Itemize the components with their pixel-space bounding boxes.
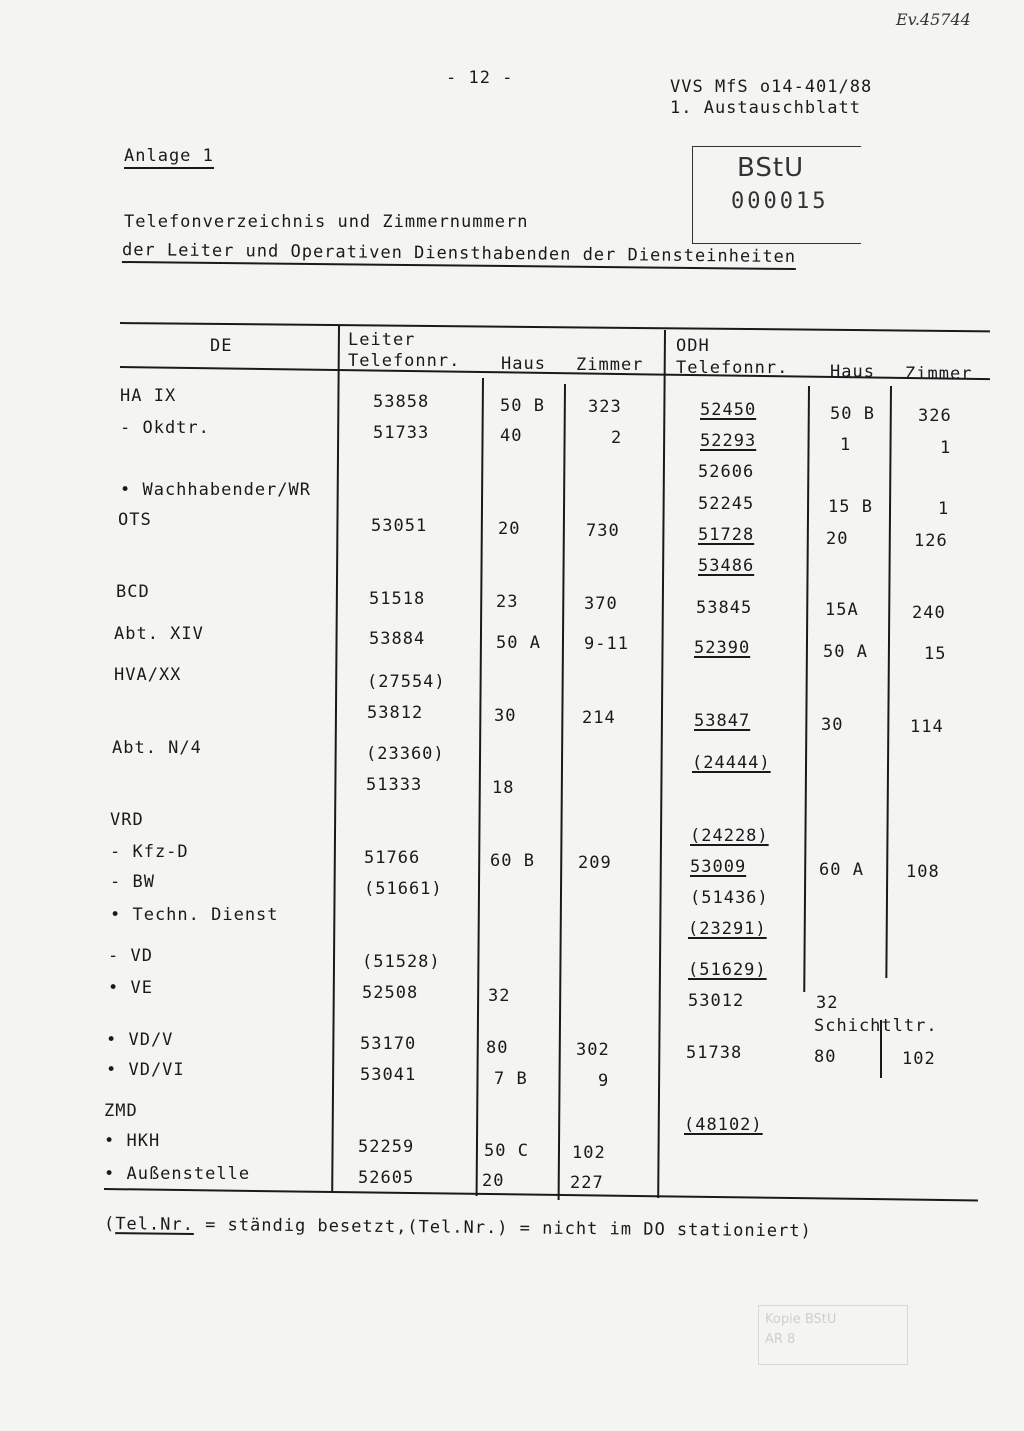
table-cell: 20	[498, 519, 521, 539]
table-cell: 52390	[694, 638, 751, 658]
table-cell: 52293	[700, 431, 757, 451]
table-cell: • Techn. Dienst	[110, 905, 279, 925]
table-cell: 32	[488, 986, 511, 1006]
table-cell: 53051	[371, 516, 428, 536]
table-cell: 227	[570, 1173, 604, 1193]
table-cell: • Außenstelle	[104, 1164, 251, 1184]
table-cell: 60 A	[819, 860, 864, 880]
header-odh-zimmer: Zimmer	[905, 364, 973, 384]
table-cell: 108	[906, 862, 940, 882]
table-cell: 114	[910, 717, 944, 737]
table-cell: VRD	[110, 810, 144, 830]
table-cell: 53884	[369, 629, 426, 649]
column-divider	[657, 330, 666, 1198]
table-cell: 18	[492, 778, 515, 798]
table-cell: ZMD	[104, 1101, 138, 1121]
faint-stamp-line1: Kopie BStU	[765, 1312, 837, 1327]
table-cell: 102	[572, 1143, 606, 1163]
footnote: (Tel.Nr. = ständig besetzt,(Tel.Nr.) = nicht im DO stationiert)	[103, 1214, 812, 1242]
table-cell: 214	[582, 708, 616, 728]
annex-label: Anlage 1	[124, 146, 214, 169]
table-cell: 50 C	[484, 1141, 529, 1161]
table-cell: 30	[494, 706, 517, 726]
table-cell: 51333	[366, 775, 423, 795]
table-cell: 53486	[698, 556, 755, 576]
table-cell: 52606	[698, 462, 755, 482]
column-divider	[558, 384, 566, 1200]
table-cell: - BW	[110, 872, 155, 892]
table-cell: 7 B	[494, 1069, 528, 1089]
table-cell: (51661)	[364, 879, 443, 899]
faint-stamp-line2: AR 8	[765, 1332, 796, 1347]
header-leiter: Leiter	[348, 330, 416, 350]
table-cell: 15A	[825, 600, 859, 620]
table-cell: 53845	[696, 598, 753, 618]
table-cell: 51738	[686, 1043, 743, 1063]
table-cell: 40	[500, 426, 523, 446]
table-cell: (51528)	[362, 952, 441, 972]
table-cell: 50 B	[830, 404, 875, 424]
footnote-text: = ständig besetzt,(Tel.Nr.) = nicht im DO stationiert)	[193, 1214, 812, 1242]
header-leiter-zimmer: Zimmer	[576, 355, 644, 375]
table-cell: 20	[482, 1171, 505, 1191]
table-cell: 15	[924, 644, 947, 664]
faint-stamp	[758, 1305, 908, 1365]
table-cell: 302	[576, 1040, 610, 1060]
table-cell: 15 B	[828, 497, 873, 517]
table-cell: Schichtltr.	[814, 1016, 938, 1036]
table-cell: 52259	[358, 1137, 415, 1157]
table-cell: 80	[486, 1038, 509, 1058]
table-cell: Abt. N/4	[112, 738, 202, 758]
table-cell: 53012	[688, 991, 745, 1011]
table-cell: (24228)	[690, 826, 769, 846]
table-cell: • Wachhabender/WR	[120, 480, 311, 500]
table-cell: 60 B	[490, 851, 535, 871]
table-cell: 240	[912, 603, 946, 623]
table-cell: 20	[826, 529, 849, 549]
archive-stamp	[692, 146, 861, 244]
header-leiter-telefon: Telefonnr.	[348, 351, 461, 371]
table-cell: - VD	[108, 946, 153, 966]
table-cell: 1	[938, 499, 950, 519]
table-cell: 51733	[373, 423, 430, 443]
stamp-line2: 000015	[731, 189, 829, 214]
document-reference: VVS MfS o14-401/88	[670, 77, 873, 97]
table-cell: 23	[496, 592, 519, 612]
table-cell: 126	[914, 531, 948, 551]
column-divider	[885, 386, 892, 978]
table-cell: HA IX	[120, 386, 177, 406]
header-odh-telefon: Telefonnr.	[676, 358, 789, 378]
table-cell: 52245	[698, 494, 755, 514]
table-top-rule	[120, 322, 990, 332]
table-cell: • HKH	[104, 1131, 161, 1151]
document-reference-sheet: 1. Austauschblatt	[670, 98, 861, 118]
table-cell: 370	[584, 594, 618, 614]
table-cell: 50 B	[500, 396, 545, 416]
header-leiter-haus: Haus	[501, 354, 546, 374]
table-cell: 9	[598, 1071, 610, 1091]
table-cell: (23291)	[688, 919, 767, 939]
table-bottom-rule	[104, 1188, 978, 1201]
table-cell: OTS	[118, 510, 152, 530]
table-cell: 53009	[690, 857, 747, 877]
stamp-line1: BStU	[737, 153, 805, 183]
header-odh-haus: Haus	[830, 362, 875, 382]
table-cell: 102	[902, 1049, 936, 1069]
table-cell: 53812	[367, 703, 424, 723]
table-cell: • VE	[108, 978, 153, 998]
table-cell: 9-11	[584, 634, 629, 654]
table-cell: Abt. XIV	[114, 624, 204, 644]
table-cell: • VD/VI	[106, 1060, 185, 1080]
table-cell: 53858	[373, 392, 430, 412]
table-cell: • VD/V	[106, 1030, 174, 1050]
page-number: - 12 -	[446, 68, 514, 88]
table-cell: (24444)	[692, 753, 771, 773]
table-cell: - Okdtr.	[120, 418, 210, 438]
table-cell: 52508	[362, 983, 419, 1003]
table-cell: 1	[940, 438, 952, 458]
table-cell: 323	[588, 397, 622, 417]
table-cell: 32	[816, 993, 839, 1013]
table-cell: 50 A	[823, 642, 868, 662]
table-cell: (51629)	[688, 960, 767, 980]
table-cell: 51518	[369, 589, 426, 609]
table-cell: 53041	[360, 1065, 417, 1085]
table-cell: 51728	[698, 525, 755, 545]
table-cell: 53170	[360, 1034, 417, 1054]
archive-note: Ev.45744	[896, 10, 971, 29]
footnote-permanent-label: Tel.Nr.	[115, 1214, 195, 1235]
table-cell: 209	[578, 853, 612, 873]
table-cell: 52450	[700, 400, 757, 420]
title-line2: der Leiter und Operativen Diensthabenden der Diensteinheiten	[122, 240, 796, 270]
table-cell: 730	[586, 521, 620, 541]
table-cell: 326	[918, 406, 952, 426]
table-cell: HVA/XX	[114, 665, 182, 685]
table-cell: BCD	[116, 582, 150, 602]
table-cell: 2	[611, 428, 623, 448]
header-de: DE	[210, 336, 233, 356]
table-cell: 30	[821, 715, 844, 735]
table-cell: 53847	[694, 711, 751, 731]
header-odh: ODH	[676, 336, 710, 356]
table-cell: 50 A	[496, 633, 541, 653]
column-divider	[803, 386, 810, 992]
table-cell: - Kfz-D	[110, 842, 189, 862]
table-cell: 52605	[358, 1168, 415, 1188]
table-cell: (48102)	[684, 1115, 763, 1135]
table-cell: 1	[840, 435, 852, 455]
table-cell: (51436)	[690, 888, 769, 908]
column-divider	[476, 378, 484, 1196]
table-cell: 80	[814, 1047, 837, 1067]
title-line1: Telefonverzeichnis und Zimmernummern	[124, 212, 529, 232]
column-divider	[331, 326, 340, 1192]
table-cell: (27554)	[367, 672, 446, 692]
table-cell: 51766	[364, 848, 421, 868]
table-cell: (23360)	[366, 744, 445, 764]
